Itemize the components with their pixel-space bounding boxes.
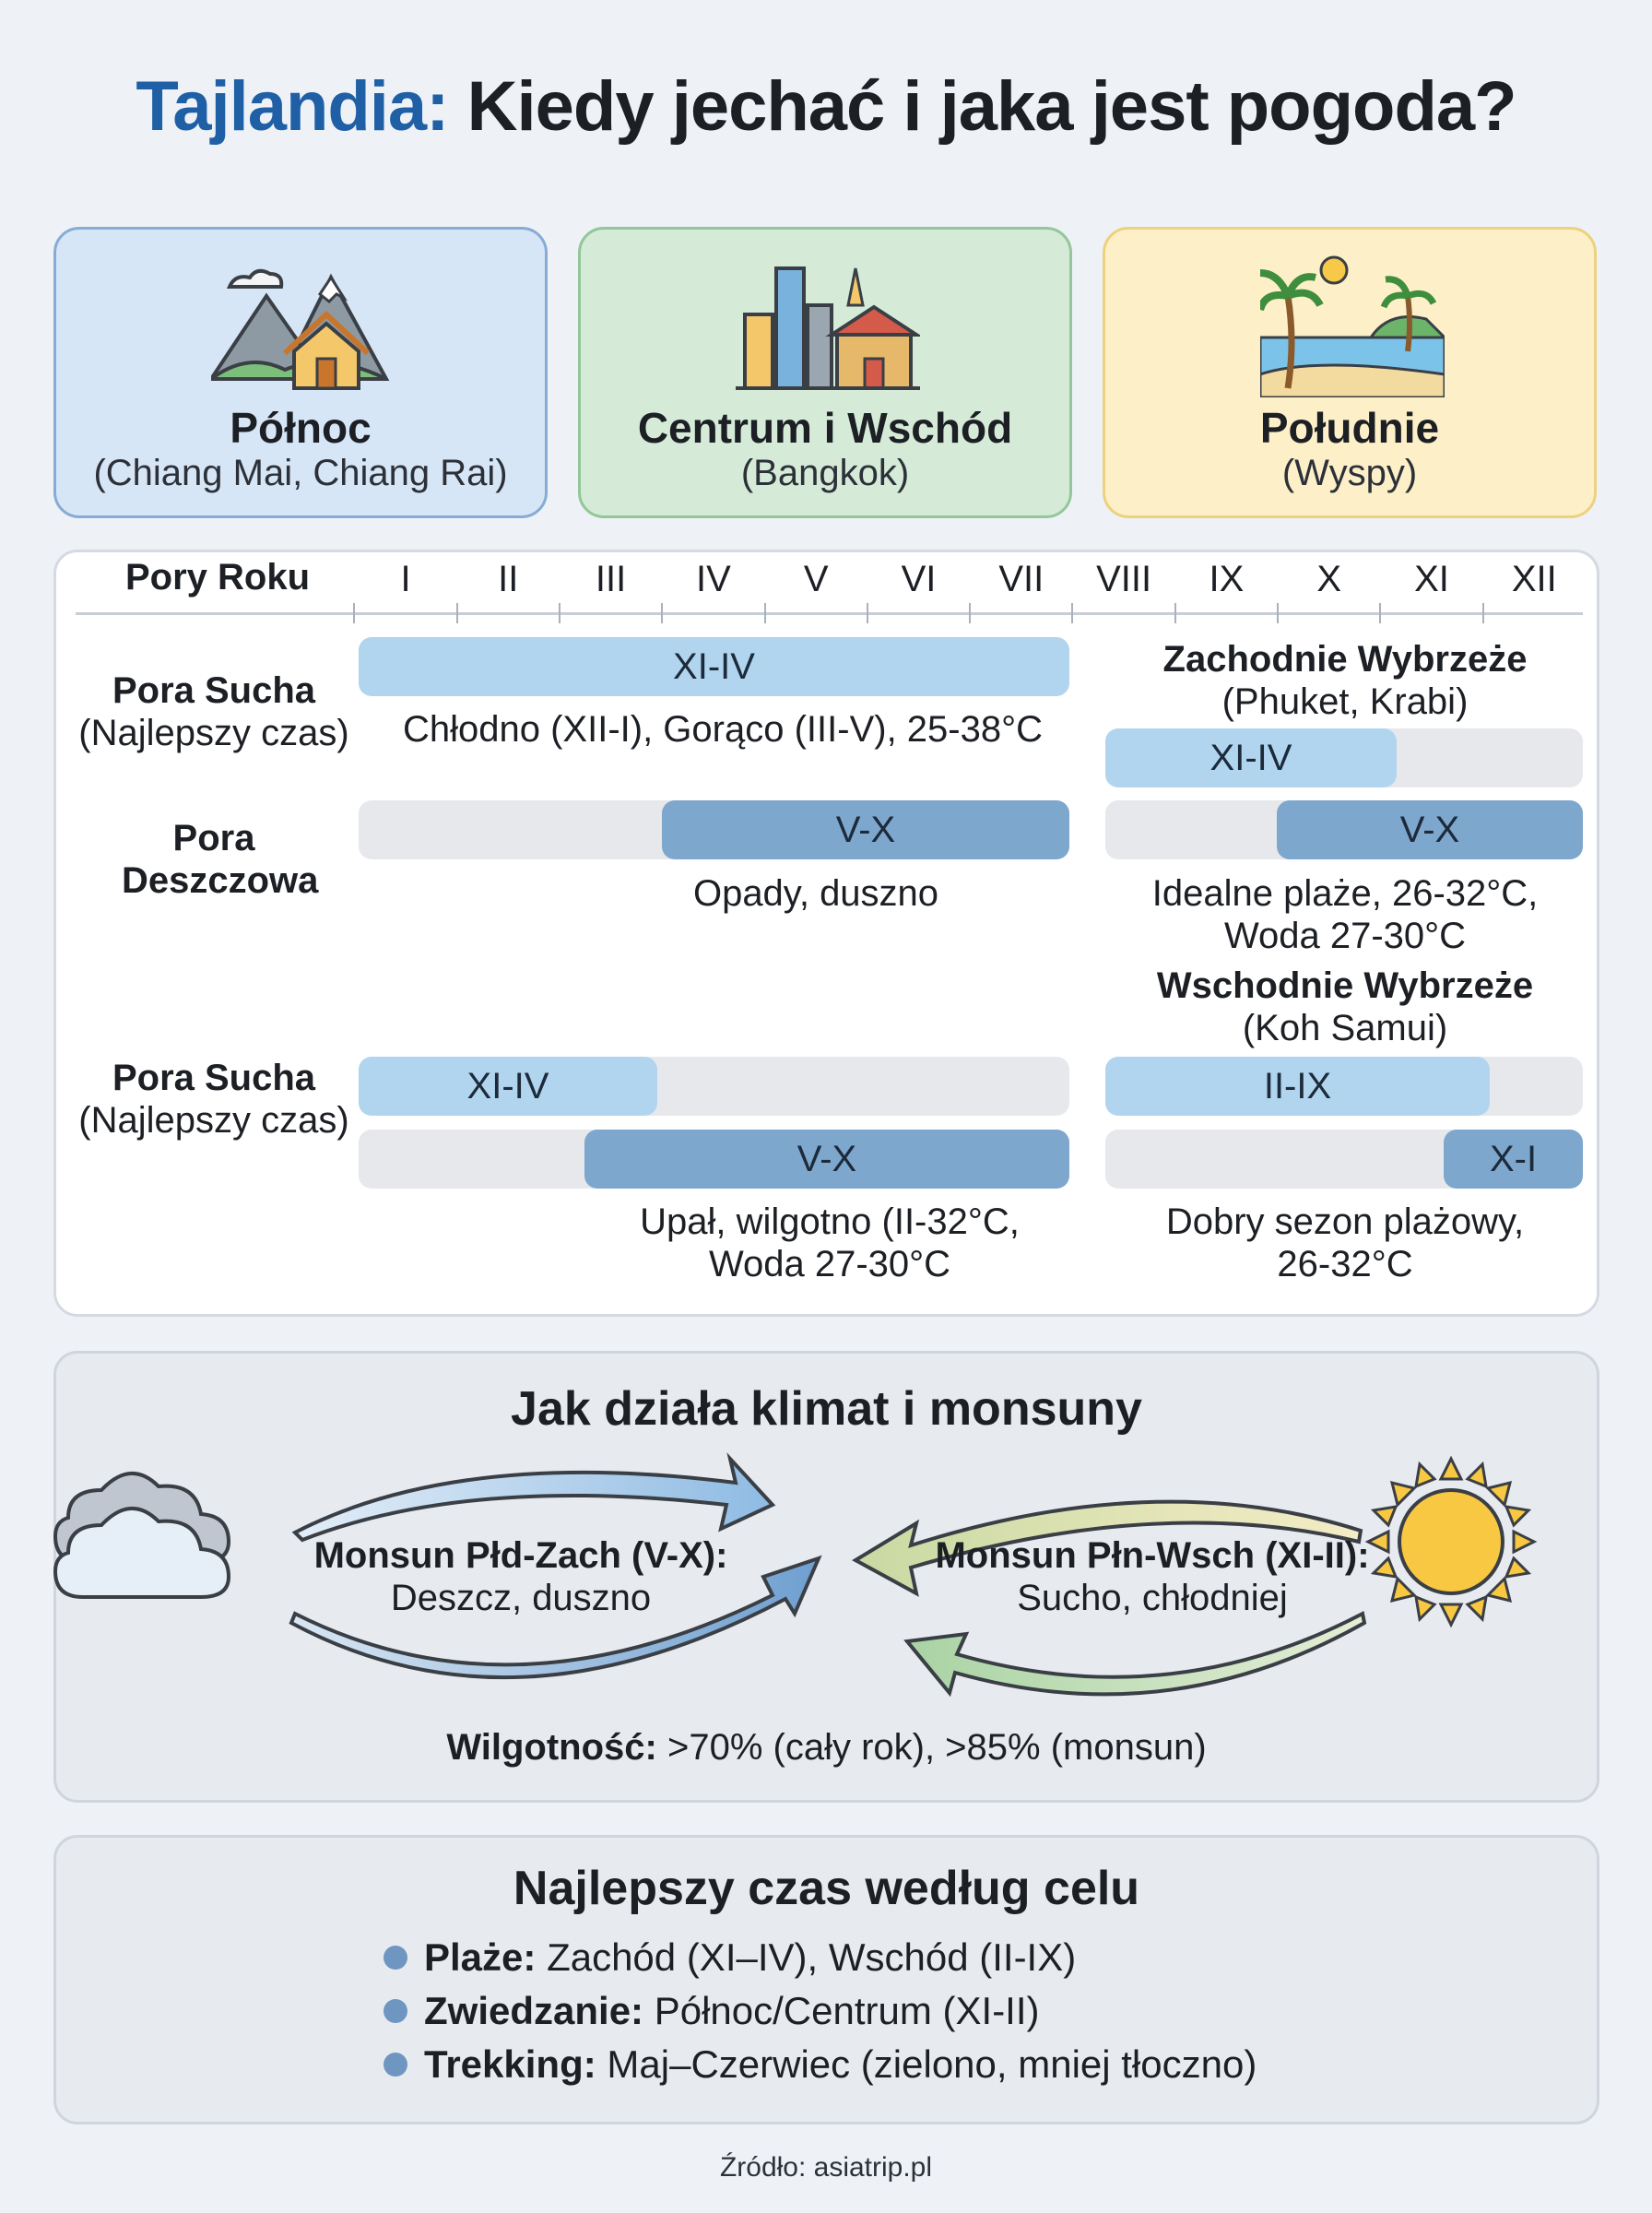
monsoon-southwest <box>304 1534 738 1619</box>
month-tick <box>1379 603 1381 623</box>
humidity-label: Wilgotność: <box>446 1727 657 1768</box>
central-note <box>590 1201 1069 1285</box>
west-dry-bar: XI-IV <box>1105 728 1397 787</box>
month-tick <box>1174 603 1176 623</box>
west-rain-bar: V-X <box>1277 800 1583 859</box>
region-sub: (Chiang Mai, Chiang Rai) <box>93 453 508 493</box>
best-time-heading: Najlepszy czas według celu <box>513 1862 1140 1915</box>
month-label: III <box>595 559 627 599</box>
humidity-value: >70% (cały rok), >85% (monsun) <box>667 1727 1207 1768</box>
region-sub: (Wyspy) <box>1281 453 1418 493</box>
monsoon-desc: Deszcz, duszno <box>390 1578 652 1618</box>
title-rest: Kiedy jechać i jaka jest pogoda? <box>466 67 1516 146</box>
bullet-dot <box>384 1946 407 1970</box>
month-tick <box>661 603 663 623</box>
west-note <box>1105 872 1585 957</box>
item-text: Zachód (XI–IV), Wschód (II-IX) <box>547 1935 1077 1979</box>
north-rain-note: Opady, duszno <box>692 873 939 914</box>
month-tick <box>353 603 355 623</box>
coast-title: Zachodnie Wybrzeże <box>1162 639 1528 680</box>
note-line: Idealne plaże, 26-32°C, <box>1151 873 1539 914</box>
palm-beach-icon <box>1260 250 1445 397</box>
note-line: 26-32°C <box>1277 1244 1413 1284</box>
month-tick <box>764 603 766 623</box>
west-coast-heading <box>1105 638 1585 723</box>
month-tick <box>1277 603 1279 623</box>
row-label-dry-1 <box>59 669 369 754</box>
central-rain-bar: V-X <box>584 1130 1069 1189</box>
month-label: VII <box>998 559 1044 599</box>
row-title: Pora Deszczowa <box>122 818 319 901</box>
month-label: VI <box>901 559 937 599</box>
month-label: X <box>1316 559 1342 599</box>
bullet-dot <box>384 1999 407 2023</box>
east-rain-bar: X-I <box>1444 1130 1583 1189</box>
month-label: XI <box>1414 559 1449 599</box>
title-accent: Tajlandia: <box>136 67 449 146</box>
month-label: IV <box>695 559 731 599</box>
row-sub: (Najlepszy czas) <box>78 713 349 753</box>
coast-title: Wschodnie Wybrzeże <box>1156 965 1534 1006</box>
region-name: Południe <box>1259 404 1440 452</box>
region-name: Północ <box>230 404 372 452</box>
page-title <box>0 66 1652 147</box>
note-line: Upał, wilgotno (II-32°C, <box>640 1201 1020 1242</box>
best-time-list <box>384 1931 1490 2091</box>
note-line: Woda 27-30°C <box>708 1244 951 1284</box>
bullet-dot <box>384 2053 407 2077</box>
cloud-icon <box>55 1473 229 1597</box>
month-label: I <box>400 559 411 599</box>
row-title: Pora Sucha <box>112 1058 316 1098</box>
monsoon-title: Monsun Płn-Wsch (XI-II): <box>935 1535 1370 1576</box>
list-item <box>384 1931 1490 1984</box>
city-skyline-icon <box>736 250 920 397</box>
east-dry-bar: II-IX <box>1105 1057 1490 1116</box>
coast-sub: (Koh Samui) <box>1242 1008 1448 1048</box>
item-label: Plaże: <box>424 1935 537 1979</box>
calendar-header: Pory Roku <box>125 557 311 598</box>
note-line: Dobry sezon plażowy, <box>1165 1201 1525 1242</box>
climate-heading: Jak działa klimat i monsuny <box>511 1382 1142 1436</box>
month-tick <box>1071 603 1073 623</box>
monsoon-desc: Sucho, chłodniej <box>1017 1578 1288 1618</box>
month-label: II <box>498 559 519 599</box>
month-tick <box>969 603 971 623</box>
calendar-axis <box>76 612 1583 615</box>
arrow-sw-top <box>295 1459 773 1540</box>
item-text: Północ/Centrum (XI-II) <box>654 1989 1040 2032</box>
month-label: XII <box>1511 559 1557 599</box>
region-card-south <box>1103 227 1597 518</box>
month-label: IX <box>1209 559 1245 599</box>
month-tick <box>559 603 560 623</box>
north-rain-bar: V-X <box>662 800 1069 859</box>
note-line: Woda 27-30°C <box>1223 916 1467 956</box>
item-text: Maj–Czerwiec (zielono, mniej tłoczno) <box>607 2042 1257 2086</box>
region-name: Centrum i Wschód <box>637 404 1013 452</box>
arrow-ne-bottom <box>907 1614 1364 1694</box>
month-tick <box>867 603 868 623</box>
region-card-central <box>578 227 1072 518</box>
list-item <box>384 2038 1490 2091</box>
central-dry-bar: XI-IV <box>359 1057 657 1116</box>
humidity-line <box>53 1726 1599 1769</box>
north-dry-bar: XI-IV <box>359 637 1069 696</box>
month-tick <box>1482 603 1484 623</box>
item-label: Zwiedzanie: <box>424 1989 644 2032</box>
mountain-temple-icon <box>211 250 395 397</box>
item-label: Trekking: <box>424 2042 596 2086</box>
north-dry-note: Chłodno (XII-I), Gorąco (III-V), 25-38°C <box>402 709 1043 750</box>
coast-sub: (Phuket, Krabi) <box>1221 681 1469 722</box>
row-label-rain <box>59 817 369 902</box>
monsoon-northeast <box>922 1534 1383 1619</box>
region-card-north <box>53 227 548 518</box>
region-sub: (Bangkok) <box>740 453 910 493</box>
east-note <box>1105 1201 1585 1285</box>
east-coast-heading <box>1105 964 1585 1049</box>
month-tick <box>456 603 458 623</box>
monsoon-title: Monsun Płd-Zach (V-X): <box>313 1535 728 1576</box>
list-item <box>384 1984 1490 2038</box>
sun-icon <box>1368 1459 1534 1625</box>
month-label: VIII <box>1096 559 1152 599</box>
row-title: Pora Sucha <box>112 670 316 711</box>
row-sub: (Najlepszy czas) <box>78 1100 349 1141</box>
row-label-dry-2 <box>59 1057 369 1142</box>
month-label: V <box>803 559 829 599</box>
source-credit: Źródło: asiatrip.pl <box>719 2152 933 2183</box>
